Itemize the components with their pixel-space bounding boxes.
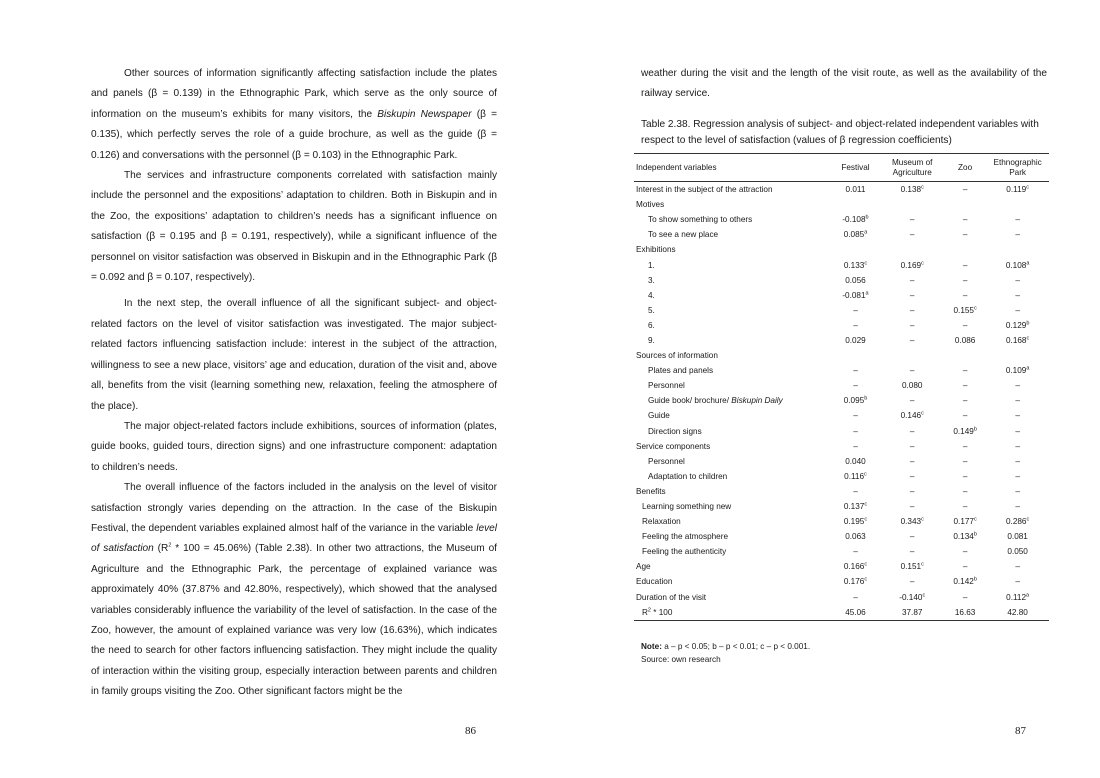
table-cell: – [962,502,968,512]
row-label: Guide book/ brochure/ Biskupin Daily [648,396,783,406]
table-cell: – [853,320,858,330]
row-label: 9. [648,335,655,345]
table-cell: – [962,486,968,496]
note-text: a – p < 0.05; b – p < 0.01; c – p < 0.001. [661,642,811,651]
table-cell: – [1015,577,1020,587]
table-cell: 0.151$^c$ [900,561,924,572]
table-cell: – [1015,456,1020,466]
table-cell [880,197,944,212]
row-label: Service components [636,441,711,451]
paragraph-1: Other sources of information significantly affecting satisfaction include the plates and panels (β = 0.139) in the Ethnographic Park, which serve as the only source of information on the museum’s exhibits for many visitors, the Biskupin Newspaper (β = 0.135), which perfectly serves the role of a guide brochure, as well as the guide (β = 0.126) and conversations with the personnel (β = 0.103) in the Ethnographic Park. [91,68,498,161]
table-row [634,227,1049,242]
table-row [634,408,1049,423]
table-cell: 0.176$^c$ [843,576,868,587]
table-row [634,197,1049,212]
table-cell: 0.146$^c$ [900,410,924,421]
left-body-text [91,64,497,703]
table-cell: – [962,366,968,376]
table-cell: 0.040 [845,456,866,466]
table-cell: – [1015,305,1020,315]
table-cell [880,348,944,363]
table-cell: – [853,366,858,376]
row-label: Personnel [648,381,685,391]
table-body [634,182,1049,621]
table-cell: 37.87 [901,607,923,617]
paragraph-2: The services and infrastructure components correlated with satisfaction mainly include the personnel and the expositions’ adaptation to children. Both in Biskupin and in the Zoo, the expositions’ adaptation to children’s needs has a significant influence on satisfaction (β = 0.195 and β = 0.191, respectively), while a significant influence of the personnel on visitor satisfaction was observed in Biskupin and in the Ethnographic Park (β = 0.092 and β = 0.107, respectively). [91,170,497,284]
table-cell [944,242,986,257]
table-cell: 0.134$^b$ [953,531,977,542]
table-cell: – [962,441,968,451]
table-cell: – [909,441,915,451]
table-cell: – [909,486,915,496]
row-label: Feeling the atmosphere [642,532,729,542]
table-cell: – [962,562,968,572]
table-cell: – [962,185,968,195]
table-row [634,318,1049,333]
table-cell: 0.168$^c$ [1005,335,1030,345]
table-cell: – [962,456,968,466]
column-header: Museum of Agriculture [891,157,933,177]
table-row [634,393,1049,408]
table-cell: – [909,290,915,300]
page-number-right: 87 [1015,725,1026,737]
table-cell: 0.116$^c$ [844,471,867,481]
table-cell: – [909,426,915,436]
table-row [634,590,1049,605]
table-row [634,288,1049,303]
table-row [634,303,1049,318]
table-cell: – [962,260,968,270]
table-cell: – [909,320,915,330]
table-cell: 45.06 [845,607,866,617]
column-header: Ethnographic Park [993,157,1042,177]
table-row [634,484,1049,499]
table-cell: – [909,366,915,376]
table-row [634,469,1049,484]
page-number-left: 86 [465,725,476,737]
table-cell: – [909,305,915,315]
table-cell: 0.095$^b$ [843,395,868,406]
table-cell: 0.119$^c$ [1006,184,1029,195]
table-cell: – [853,411,858,421]
table-row [634,454,1049,469]
table-cell: – [909,547,915,557]
column-header: Zoo [958,162,973,172]
row-label: Adaptation to children [648,471,728,481]
table-cell: 0.050 [1007,547,1028,557]
table-cell: 0.149$^b$ [953,425,977,436]
paragraph-3: In the next step, the overall influence of all the significant subject- and object-related factors on the level of visitor satisfaction was investigated. The major subject-related factors influencing satisfaction include: interest in the subject of the attraction, willingness to see a new place, visitors’ age and education, duration of the visit and, above all, benefits from the visit (learning something new, relaxation, feeling the atmosphere of the place). [91,298,497,412]
table-row [634,378,1049,393]
note-label: Note: [641,642,662,651]
table-cell: – [962,275,968,285]
row-label: Feeling the authenticity [642,547,727,557]
column-header: Festival [841,162,870,172]
table-cell: 0.286$^c$ [1005,516,1030,527]
table-cell: 0.112$^a$ [1006,591,1030,602]
row-label: Learning something new [642,502,732,512]
table-cell: – [1015,441,1020,451]
continued-paragraph: weather during the visit and the length of the visit route, as well as the availability of the railway service. [641,68,1047,100]
row-label: Motives [636,200,665,210]
table-row [634,544,1049,559]
table-cell: – [853,426,858,436]
table-cell: – [1015,426,1020,436]
table-cell: – [1015,275,1020,285]
table-cell: – [962,215,968,225]
table-cell: – [962,381,968,391]
table-cell: 0.081 [1007,532,1028,542]
row-label: Duration of the visit [636,592,707,602]
table-row [634,273,1049,288]
table-cell: – [909,275,915,285]
table-caption: Table 2.38. Regression analysis of subject- and object-related independent variables with respect to the level of satisfaction (values of β regression coefficients) [641,119,1039,146]
table-cell: – [1015,562,1020,572]
table-row [634,257,1049,272]
table-row [634,574,1049,589]
table-cell [944,197,986,212]
regression-table [634,153,1049,621]
table-cell: 0.177$^c$ [953,516,977,527]
row-label: Exhibitions [636,245,676,255]
table-cell [944,348,986,363]
table-cell: 0.169$^c$ [900,259,924,270]
note-line [641,640,810,653]
table-row [634,499,1049,514]
table-cell: – [853,441,858,451]
table-cell [986,242,1049,257]
row-label: $R^2 * 100$ [642,606,673,617]
table-cell: 0.029 [845,335,866,345]
table-cell: – [1015,471,1020,481]
table-cell: – [853,592,858,602]
row-label: Interest in the subject of the attraction [636,185,773,195]
row-label: To show something to others [648,215,753,225]
row-label: 3. [648,275,655,285]
table-cell: – [1015,502,1020,512]
table-cell: – [853,305,858,315]
table-cell: – [853,486,858,496]
table-row [634,333,1049,348]
table-cell: 0.343$^c$ [900,516,924,527]
row-label: 6. [648,320,655,330]
right-body-text [641,64,1047,105]
table-cell [880,242,944,257]
row-label: Relaxation [642,517,681,527]
table-cell: – [909,532,915,542]
table-row [634,559,1049,574]
table-cell: – [962,411,968,421]
row-label: 1. [648,260,655,270]
source-line: Source: own research [641,655,721,664]
table-cell: 0.011 [845,185,866,195]
table-cell: – [909,230,915,240]
table-header-row [634,154,1049,182]
table-row [634,242,1049,257]
table-cell: 0.109$^a$ [1005,365,1030,376]
right-page [550,0,1100,778]
table-cell: 0.195$^c$ [843,516,868,527]
table-cell: 0.142$^b$ [953,576,977,587]
table-cell: – [962,320,968,330]
table-cell: -0.108$^b$ [842,214,869,225]
table-cell: 0.056 [845,275,866,285]
table-cell: 16.63 [954,607,976,617]
table-row [634,529,1049,544]
paragraph-4: The major object-related factors include exhibitions, sources of information (plates, guide books, guided tours, direction signs) and one infrastructure component: adaptation to children’s needs. [91,420,497,473]
table-cell: – [1015,290,1020,300]
table-cell: – [1015,411,1020,421]
table-cell: 0.085$^a$ [843,229,868,240]
table-cell: – [853,547,858,557]
table-row [634,514,1049,529]
table-cell: – [909,502,915,512]
table-notes [641,640,810,666]
table-cell [831,348,881,363]
table-cell: – [962,290,968,300]
table-cell: 0.133$^c$ [843,259,868,270]
table-row [634,212,1049,227]
table-cell: 0.063 [845,532,866,542]
row-label: To see a new place [648,230,719,240]
table-cell: – [1015,230,1020,240]
table-cell: 42.80 [1007,607,1028,617]
table-cell: – [962,396,968,406]
table-cell: 0.166$^c$ [843,561,868,572]
paragraph-5: The overall influence of the factors included in the analysis on the level of visitor satisfaction strongly varies depending on the attraction. In the case of the Biskupin Festival, the dependent variables explained almost half of the variance in the variable level of satisfaction $(R^2 * 100 = 45.06\%)$ (Table 2.38). In other two attractions, the Museum of Agriculture and the Ethnographic Park, the percentage of explained variance was approximately 40% (37.87% and 42.80%, respectively), which showed that the analysed variables considerably influence the variability of the level of satisfaction. In the case of the Zoo, however, the amount of explained variance was very low (16.63%), which indicates the need to search for other factors influencing satisfaction. They might include the quality of interaction within the visiting group, especially interaction between parents and children in family groups visiting the Zoo. Other significant factors might be the [91,482,497,698]
table-cell: 0.108$^a$ [1005,259,1030,270]
table-cell: -0.140$^c$ [899,591,926,602]
table-cell: – [1015,215,1020,225]
table-cell: 0.129$^b$ [1005,320,1030,330]
table-cell: – [1015,381,1020,391]
row-label: Sources of information [636,351,718,361]
table-cell: – [962,230,968,240]
table-cell: – [1015,486,1020,496]
row-label: Education [636,577,673,587]
table-cell: – [853,381,858,391]
table-cell: – [962,592,968,602]
row-label: 5. [648,305,655,315]
table-cell: 0.137$^c$ [843,501,868,512]
table-row [634,363,1049,378]
table-row [634,605,1049,621]
row-label: Benefits [636,486,666,496]
row-label: Age [636,562,651,572]
table-cell: – [962,547,968,557]
table-cell: 0.138$^c$ [900,184,924,195]
table-cell: 0.155$^c$ [953,305,977,315]
table-cell: – [909,456,915,466]
row-label: Personnel [648,456,685,466]
table-cell: – [909,335,915,345]
table-cell [831,197,881,212]
table-cell: 0.080 [901,381,923,391]
table-cell [831,242,881,257]
table-cell: – [962,471,968,481]
table-row [634,182,1049,198]
table-cell: – [909,396,915,406]
row-label: Direction signs [648,426,702,436]
row-label: 4. [648,290,655,300]
table-cell: 0.086 [954,335,976,345]
table-cell: – [1015,396,1020,406]
row-label: Guide [648,411,670,421]
table-row [634,439,1049,454]
table-cell: – [909,215,915,225]
column-header: Independent variables [636,162,717,172]
table-row [634,424,1049,439]
table-cell: – [909,471,915,481]
row-label: Plates and panels [648,366,714,376]
table-cell: – [909,577,915,587]
table-cell [986,348,1049,363]
table-cell: -0.081$^a$ [842,289,869,300]
table-cell [986,197,1049,212]
table-row [634,348,1049,363]
